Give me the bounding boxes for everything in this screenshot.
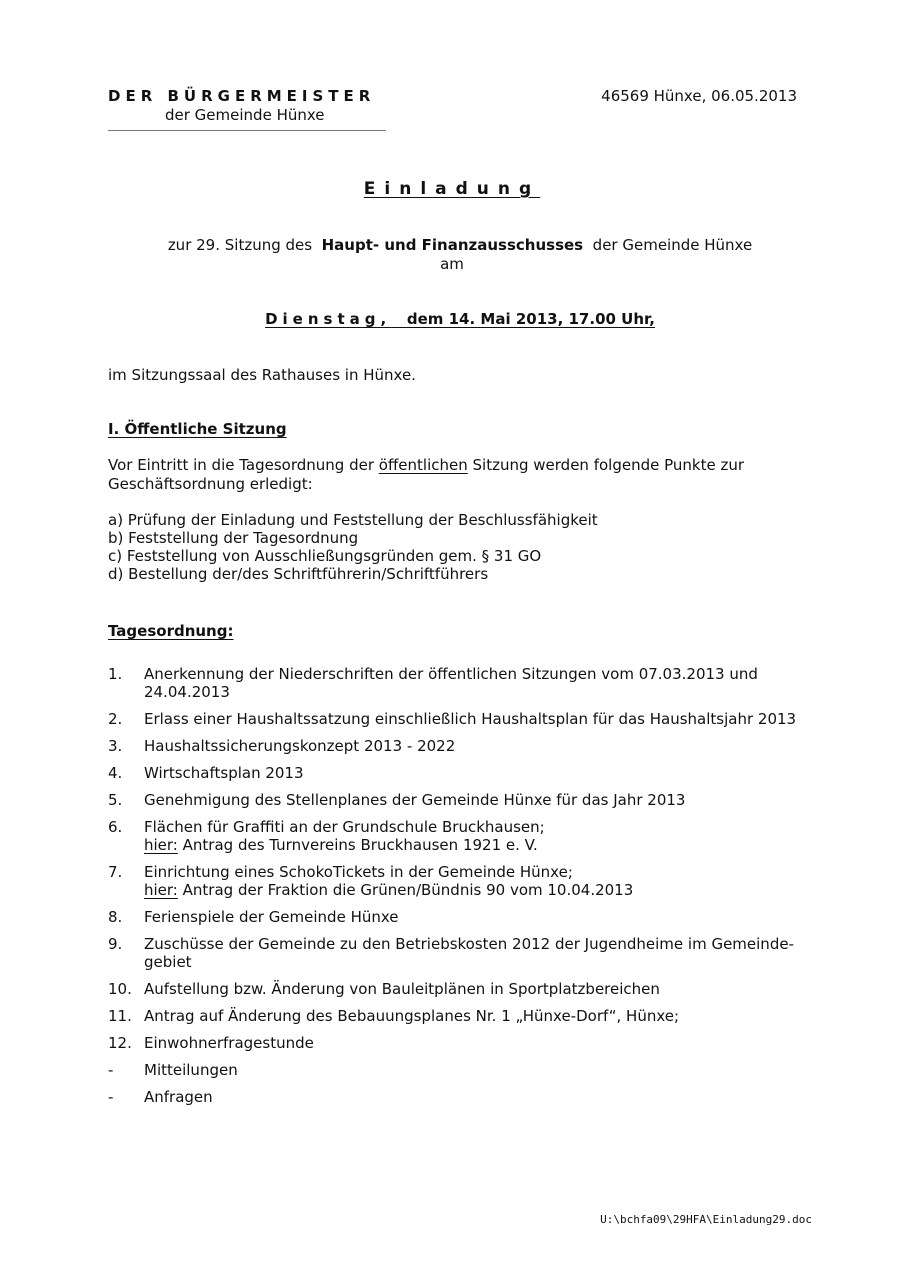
sender-divider xyxy=(108,130,386,131)
agenda-number: 1. xyxy=(108,665,123,683)
agenda-number: 11. xyxy=(108,1007,132,1025)
agenda-item xyxy=(108,665,808,701)
agenda-note-text: Antrag der Fraktion die Grünen/Bündnis 90 vom 10.04.2013 xyxy=(182,881,634,899)
procedural-item: a) Prüfung der Einladung und Feststellung der Beschlussfähigkeit xyxy=(108,511,598,529)
agenda-number: 7. xyxy=(108,863,123,881)
sender-subtitle: der Gemeinde Hünxe xyxy=(165,106,325,124)
agenda-text: Ferienspiele der Gemeinde Hünxe xyxy=(144,908,399,926)
agenda-text: Mitteilungen xyxy=(144,1061,238,1079)
agenda-item xyxy=(108,1061,808,1079)
agenda-text: Anfragen xyxy=(144,1088,213,1106)
agenda-item xyxy=(108,764,808,782)
procedural-list xyxy=(108,511,598,583)
file-path-footer: U:\bchfa09\29HFA\Einladung29.doc xyxy=(600,1213,812,1226)
agenda-number: 5. xyxy=(108,791,123,809)
agenda-number: 9. xyxy=(108,935,123,953)
agenda-text: Einrichtung eines SchokoTickets in der Gemeinde Hünxe; xyxy=(144,863,573,881)
meeting-date-time: dem 14. Mai 2013, 17.00 Uhr, xyxy=(406,310,655,328)
agenda-text: Anerkennung der Niederschriften der öffentlichen Sitzungen vom 07.03.2013 und 24.04.2013 xyxy=(144,665,758,701)
agenda-number: 6. xyxy=(108,818,123,836)
agenda-note-label: hier: xyxy=(144,881,178,899)
document-title xyxy=(0,179,904,199)
intro-suffix: der Gemeinde Hünxe xyxy=(592,236,753,254)
agenda-text: Flächen für Graffiti an der Grundschule Bruckhausen; xyxy=(144,818,545,836)
agenda-number: 2. xyxy=(108,710,123,728)
agenda-item xyxy=(108,980,808,998)
agenda-text: Zuschüsse der Gemeinde zu den Betriebskosten 2012 der Jugendheime im Gemeinde-gebiet xyxy=(144,935,794,971)
intro-line-2: am xyxy=(440,255,464,273)
agenda-text: Einwohnerfragestunde xyxy=(144,1034,314,1052)
procedural-item: d) Bestellung der/des Schriftführerin/Schriftführers xyxy=(108,565,489,583)
agenda-number: - xyxy=(108,1088,114,1106)
intro-prefix: zur 29. Sitzung des xyxy=(167,236,313,254)
agenda-list xyxy=(108,665,808,1115)
document-title-text: Einladung xyxy=(363,179,541,199)
meeting-weekday: Dienstag, xyxy=(265,310,392,328)
agenda-number: 8. xyxy=(108,908,123,926)
agenda-text: Haushaltssicherungskonzept 2013 - 2022 xyxy=(144,737,456,755)
procedural-item: c) Feststellung von Ausschließungsgründen gem. § 31 GO xyxy=(108,547,542,565)
agenda-number: 3. xyxy=(108,737,123,755)
agenda-heading: Tagesordnung: xyxy=(108,622,234,640)
agenda-text: Genehmigung des Stellenplanes der Gemeinde Hünxe für das Jahr 2013 xyxy=(144,791,686,809)
agenda-item xyxy=(108,818,808,854)
procedural-item: b) Feststellung der Tagesordnung xyxy=(108,529,359,547)
agenda-text-block xyxy=(144,863,808,899)
agenda-note-text: Antrag des Turnvereins Bruckhausen 1921 e. V. xyxy=(182,836,538,854)
place-date: 46569 Hünxe, 06.05.2013 xyxy=(601,87,797,105)
agenda-note-label: hier: xyxy=(144,836,178,854)
section-heading: I. Öffentliche Sitzung xyxy=(108,420,287,438)
paragraph-underlined: öffentlichen xyxy=(378,456,468,474)
agenda-number: 12. xyxy=(108,1034,132,1052)
agenda-number: 10. xyxy=(108,980,132,998)
agenda-number: - xyxy=(108,1061,114,1079)
agenda-text: Antrag auf Änderung des Bebauungsplanes Nr. 1 „Hünxe-Dorf“, Hünxe; xyxy=(144,1007,680,1025)
agenda-item xyxy=(108,1007,808,1025)
agenda-item xyxy=(108,1088,808,1106)
intro-line xyxy=(0,236,904,254)
agenda-text-block xyxy=(144,818,808,854)
agenda-item xyxy=(108,863,808,899)
agenda-text: Aufstellung bzw. Änderung von Bauleitplänen in Sportplatzbereichen xyxy=(144,980,660,998)
agenda-item xyxy=(108,908,808,926)
agenda-text: Wirtschaftsplan 2013 xyxy=(144,764,304,782)
committee-name: Haupt- und Finanzausschusses xyxy=(321,236,584,254)
agenda-item xyxy=(108,935,808,971)
section-paragraph xyxy=(108,456,828,494)
agenda-text: Erlass einer Haushaltssatzung einschließlich Haushaltsplan für das Haushaltsjahr 2013 xyxy=(144,710,797,728)
agenda-item xyxy=(108,791,808,809)
agenda-item xyxy=(108,710,808,728)
agenda-item xyxy=(108,737,808,755)
agenda-item xyxy=(108,1034,808,1052)
meeting-date xyxy=(0,310,904,328)
meeting-location: im Sitzungssaal des Rathauses in Hünxe. xyxy=(108,366,416,384)
sender-title: DER BÜRGERMEISTER xyxy=(108,87,376,105)
agenda-number: 4. xyxy=(108,764,123,782)
paragraph-prefix: Vor Eintritt in die Tagesordnung der xyxy=(108,456,375,474)
paragraph-suffix: Sitzung werden folgende Punkte zur Geschäftsordnung erledigt: xyxy=(108,456,745,493)
